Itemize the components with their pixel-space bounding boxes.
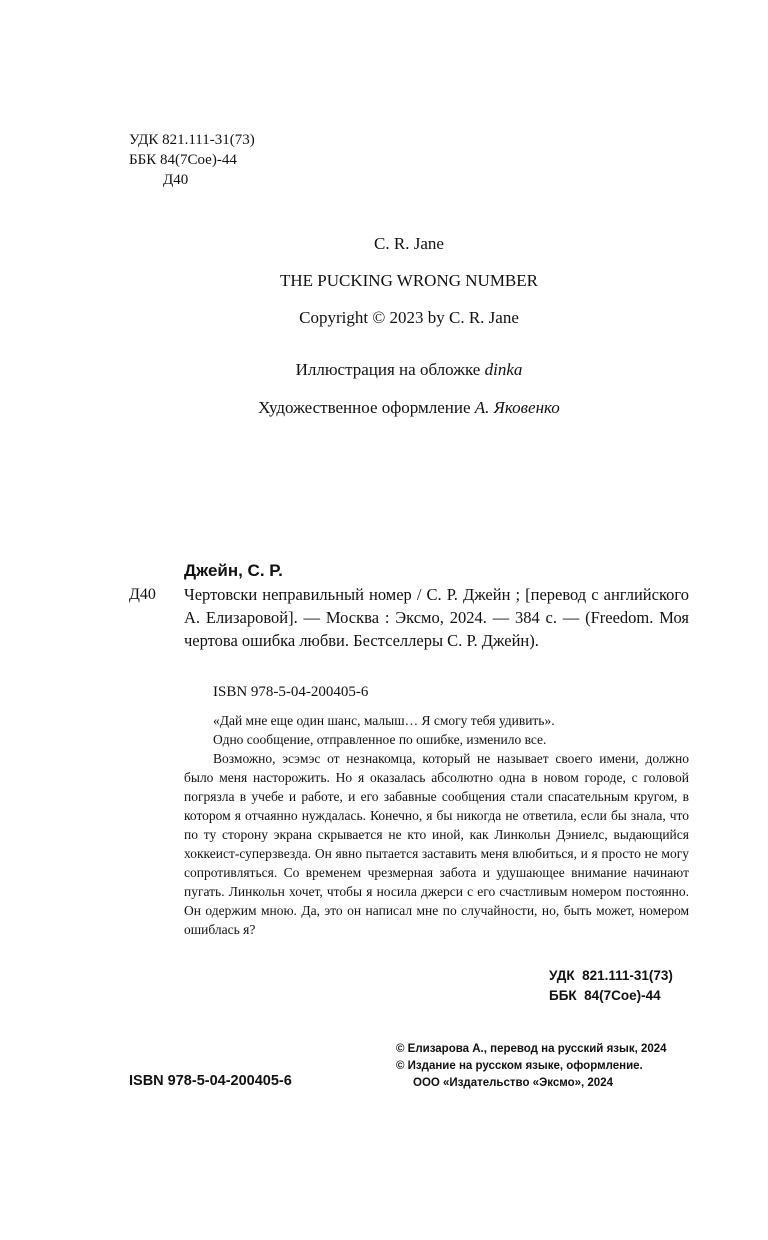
header-classification-codes xyxy=(129,130,255,190)
catalog-author-heading: Джейн, С. Р. xyxy=(184,561,283,580)
original-title: THE PUCKING WRONG NUMBER xyxy=(280,271,538,290)
catalog-code: Д40 xyxy=(129,586,156,603)
catalog-bbk: ББК 84(7Сое)-44 xyxy=(549,988,661,1003)
annotation xyxy=(184,711,689,939)
annotation-paragraph: Возможно, эсэмэс от незнакомца, который не называет своего имени, должно было меня насторожить. Но я оказалась абсолютно одна в новом городе, с головой погрязла в учебе и работе, и его забавные сообщения стали спасательным кругом, в котором я отчаянно нуждалась. Конечно, я бы никогда не ответила, если бы знала, что по ту сторону экрана скрывается не кто иной, как Линкольн Дэниелс, выдающийся хоккеист-суперзвезда. Он явно пытается заставить меня влюбиться, и я просто не могу сопротивляться. Со временем чрезмерная забота и удушающее внимание начинают пугать. Линкольн хочет, чтобы я носила джерси с его счастливым номером постоянно. Он одержим мною. Да, это он написал мне по случайности, но, быть может, номером ошиблась я? xyxy=(184,751,689,937)
catalog-isbn: ISBN 978-5-04-200405-6 xyxy=(213,684,369,700)
copyright-notices xyxy=(396,1041,667,1092)
bbk-code: ББК 84(7Сое)-44 xyxy=(129,152,237,168)
footer-isbn: ISBN 978-5-04-200405-6 xyxy=(129,1073,292,1089)
original-author: C. R. Jane xyxy=(374,234,444,253)
annotation-paragraph: Одно сообщение, отправленное по ошибке, изменило все. xyxy=(213,732,547,747)
annotation-paragraph: «Дай мне еще один шанс, малыш… Я смогу тебя удивить». xyxy=(213,713,555,728)
copyright-line: Copyright © 2023 by C. R. Jane xyxy=(299,308,519,327)
edition-copyright: © Издание на русском языке, оформление. xyxy=(396,1060,643,1072)
translation-copyright: © Елизарова А., перевод на русский язык, 2024 xyxy=(396,1043,667,1055)
design-prefix: Художественное оформление xyxy=(258,398,475,417)
udk-code: УДК 821.111-31(73) xyxy=(129,132,255,148)
design-credit xyxy=(0,398,768,418)
illustration-credit xyxy=(0,360,768,380)
publisher-copyright: ООО «Издательство «Эксмо», 2024 xyxy=(413,1077,613,1089)
illustration-prefix: Иллюстрация на обложке xyxy=(295,360,485,379)
design-artist: А. Яковенко xyxy=(474,398,560,417)
author-code: Д40 xyxy=(163,172,189,188)
catalog-udk: УДК 821.111-31(73) xyxy=(549,968,673,983)
bibliographic-description: Чертовски неправильный номер / С. Р. Джейн ; [перевод с английского А. Елизаровой]. — Москва : Эксмо, 2024. — 384 с. — (Freedom. Моя чертова ошибка любви. Бестселлеры С. Р. Джейн). xyxy=(184,585,689,650)
illustration-artist: dinka xyxy=(484,360,523,379)
catalog-classification-codes xyxy=(549,966,673,1006)
